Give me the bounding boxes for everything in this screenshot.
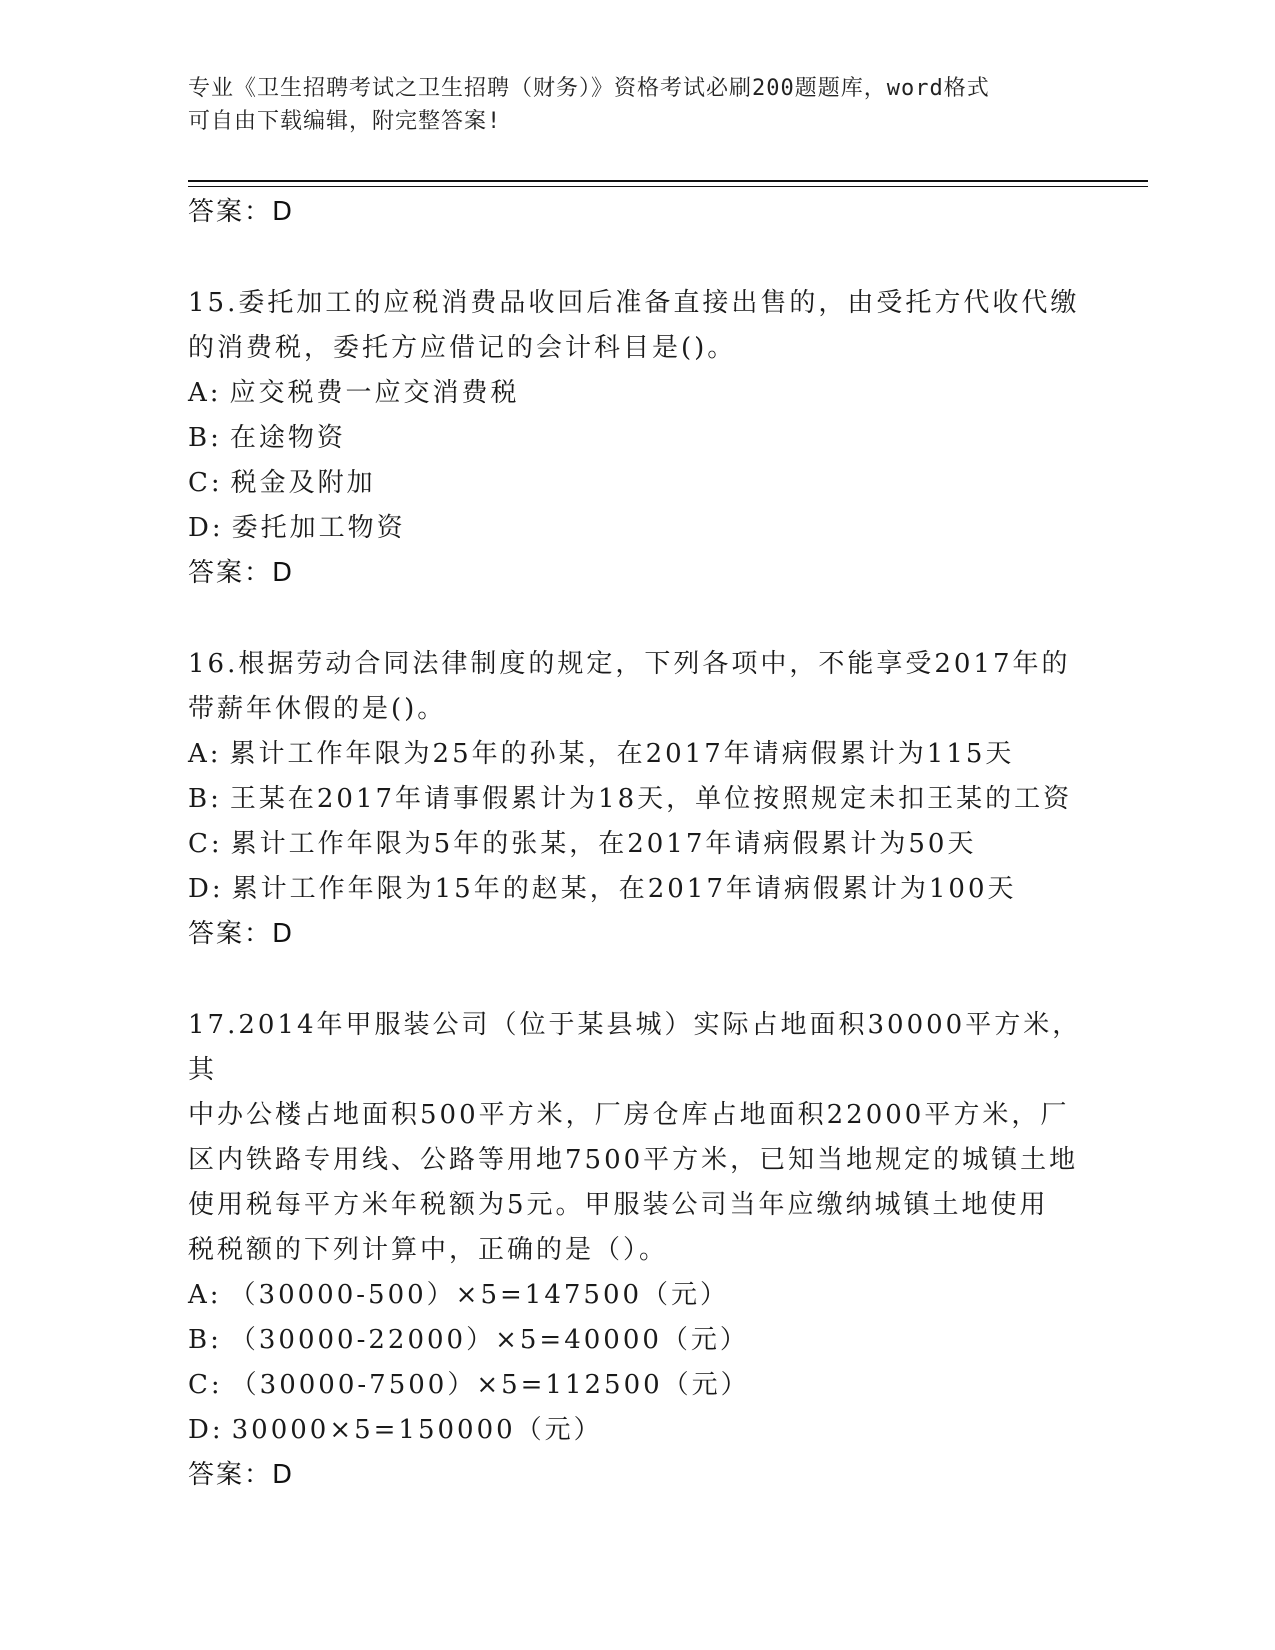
question-stem-line: 的消费税，委托方应借记的会计科目是()。 [188, 333, 737, 363]
option-text: 30000×5=150000（元） [231, 1415, 603, 1445]
option-label: B: [188, 423, 222, 453]
answer-line: 答案：D [188, 558, 295, 588]
option-text: （30000-500）×5=147500（元） [229, 1280, 730, 1310]
question-16 [188, 642, 1088, 956]
option-text: 税金及附加 [230, 468, 376, 498]
option-text: 累计工作年限为25年的孙某，在2017年请病假累计为115天 [229, 739, 1015, 769]
answer-line: 答案：D [188, 919, 295, 949]
question-list [188, 190, 1088, 1497]
option-text: 应交税费一应交消费税 [229, 378, 520, 408]
header-divider-thin [188, 186, 1148, 187]
header-divider [188, 180, 1148, 182]
question-stem-line: 带薪年休假的是()。 [188, 694, 447, 724]
page-header [188, 72, 1088, 138]
option-label: D: [188, 1415, 224, 1445]
question-stem-line: 15.委托加工的应税消费品收回后准备直接出售的，由受托方代收代缴 [188, 288, 1080, 318]
option-b [188, 777, 1088, 822]
option-b [188, 416, 1088, 461]
option-c [188, 822, 1088, 867]
option-label: A: [188, 739, 222, 769]
option-label: C: [188, 1370, 223, 1400]
option-label: D: [188, 513, 224, 543]
question-stem-line: 使用税每平方米年税额为5元。甲服装公司当年应缴纳城镇土地使用 [188, 1190, 1049, 1220]
option-text: 累计工作年限为15年的赵某，在2017年请病假累计为100天 [231, 874, 1017, 904]
option-text: （30000-22000）×5=40000（元） [229, 1325, 749, 1355]
option-c [188, 1363, 1088, 1408]
option-text: （30000-7500）×5=112500（元） [230, 1370, 750, 1400]
option-label: B: [188, 1325, 222, 1355]
option-label: A: [188, 1280, 222, 1310]
header-line-1: 专业《卫生招聘考试之卫生招聘（财务）》资格考试必刷200题题库，word格式 [188, 76, 990, 101]
option-text: 王某在2017年请事假累计为18天，单位按照规定未扣王某的工资 [229, 784, 1073, 814]
question-15 [188, 281, 1088, 595]
question-stem-line: 16.根据劳动合同法律制度的规定，下列各项中，不能享受2017年的 [188, 649, 1071, 679]
option-d [188, 1408, 1088, 1453]
option-text: 累计工作年限为5年的张某，在2017年请病假累计为50天 [230, 829, 977, 859]
option-text: 委托加工物资 [231, 513, 406, 543]
option-d [188, 506, 1088, 551]
option-label: C: [188, 468, 223, 498]
option-text: 在途物资 [229, 423, 346, 453]
option-a [188, 371, 1088, 416]
option-d [188, 867, 1088, 912]
question-stem-line: 区内铁路专用线、公路等用地7500平方米，已知当地规定的城镇土地 [188, 1145, 1079, 1175]
option-label: C: [188, 829, 223, 859]
answer-line: 答案：D [188, 197, 295, 227]
question-stem-line: 17.2014年甲服装公司（位于某县城）实际占地面积30000平方米，其 [188, 1010, 1082, 1085]
option-a [188, 1273, 1088, 1318]
answer-line: 答案：D [188, 1460, 295, 1490]
option-b [188, 1318, 1088, 1363]
option-label: A: [188, 378, 222, 408]
option-label: B: [188, 784, 222, 814]
header-line-2: 可自由下载编辑，附完整答案! [188, 109, 502, 134]
option-c [188, 461, 1088, 506]
option-label: D: [188, 874, 224, 904]
question-17 [188, 1003, 1088, 1497]
question-stem-line: 税税额的下列计算中，正确的是（）。 [188, 1235, 669, 1265]
question-stem-line: 中办公楼占地面积500平方米，厂房仓库占地面积22000平方米，厂 [188, 1100, 1070, 1130]
option-a [188, 732, 1088, 777]
